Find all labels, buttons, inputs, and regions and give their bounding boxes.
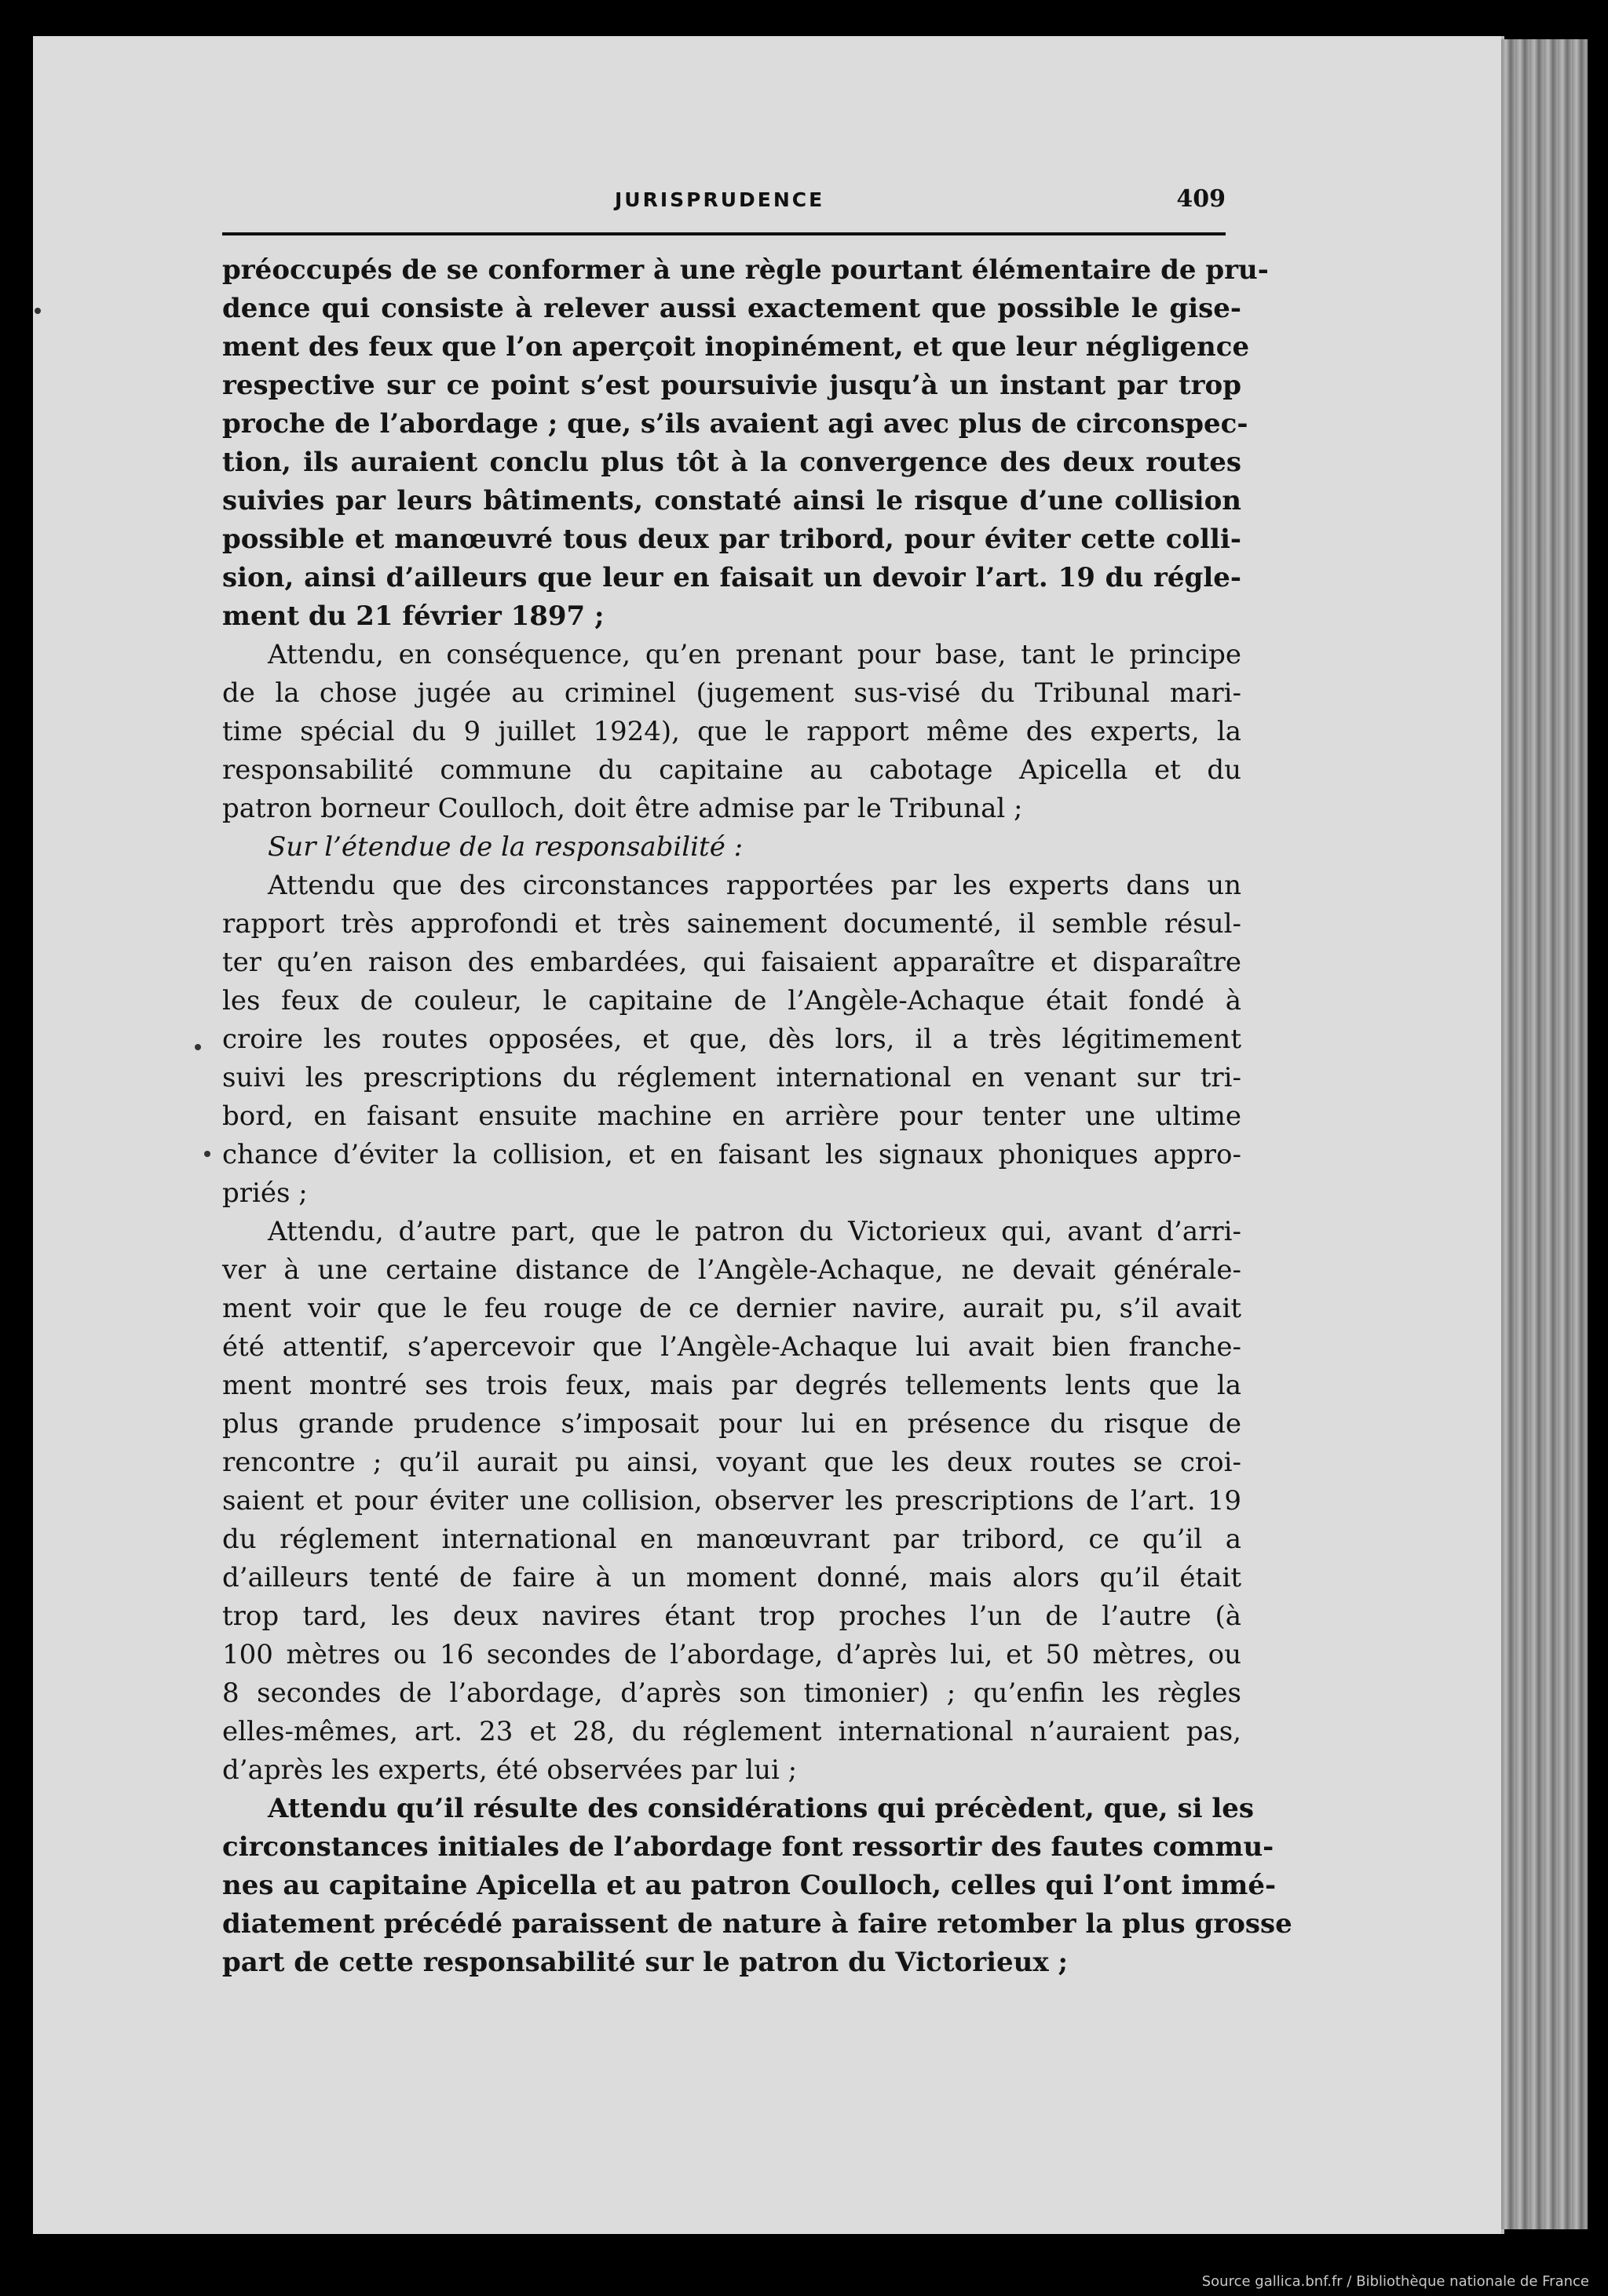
text-line: ver à une certaine distance de l’Angèle-Achaque, ne devait générale- <box>222 1254 1241 1286</box>
text-line: patron borneur Coulloch, doit être admise par le Tribunal ; <box>222 793 1023 824</box>
text-line: 8 secondes de l’abordage, d’après son timonier) ; qu’enfin les règles <box>222 1677 1241 1709</box>
text-line: ment des feux que l’on aperçoit inopinément, et que leur négligence <box>222 331 1250 363</box>
paragraph <box>222 1213 1241 1790</box>
text-line: préoccupés de se conformer à une règle pourtant élémentaire de pru- <box>222 254 1269 286</box>
text-line: Attendu, en conséquence, qu’en prenant pour base, tant le principe <box>268 639 1241 670</box>
text-line: rencontre ; qu’il aurait pu ainsi, voyant que les deux routes se croi- <box>222 1447 1241 1478</box>
text-line: ment du 21 février 1897 ; <box>222 600 605 632</box>
text-line: trop tard, les deux navires étant trop proches l’un de l’autre (à <box>222 1601 1241 1632</box>
text-line: du réglement international en manœuvrant par tribord, ce qu’il a <box>222 1524 1241 1555</box>
text-line: d’ailleurs tenté de faire à un moment donné, mais alors qu’il était <box>222 1562 1241 1593</box>
text-line: nes au capitaine Apicella et au patron Coulloch, celles qui l’ont immé- <box>222 1870 1277 1901</box>
text-line: été attentif, s’apercevoir que l’Angèle-Achaque lui avait bien franche- <box>222 1331 1241 1363</box>
text-line: croire les routes opposées, et que, dès lors, il a très légitimement <box>222 1024 1241 1055</box>
paragraph <box>222 251 1269 636</box>
text-line: rapport très approfondi et très sainement documenté, il semble résul- <box>222 908 1241 940</box>
page-header <box>222 185 1226 235</box>
text-line: respective sur ce point s’est poursuivie jusqu’à un instant par trop <box>222 370 1241 401</box>
text-line: suivi les prescriptions du réglement international en venant sur tri- <box>222 1062 1241 1093</box>
text-line: Attendu que des circonstances rapportées par les experts dans un <box>268 870 1241 901</box>
paragraph <box>222 1790 1292 1982</box>
running-title: JURISPRUDENCE <box>615 188 825 211</box>
scan-speck <box>204 1151 210 1157</box>
section-heading: Sur l’étendue de la responsabilité : <box>268 831 744 863</box>
text-line: chance d’éviter la collision, et en faisant les signaux phoniques appro- <box>222 1139 1241 1170</box>
page-number: 409 <box>1176 185 1226 213</box>
text-line: priés ; <box>222 1177 308 1209</box>
paragraph <box>222 867 1241 1213</box>
text-line: bord, en faisant ensuite machine en arrière pour tenter une ultime <box>222 1101 1241 1132</box>
text-line: les feux de couleur, le capitaine de l’Angèle-Achaque était fondé à <box>222 985 1241 1017</box>
text-line: d’après les experts, été observées par lui ; <box>222 1754 798 1786</box>
page-edge-stack <box>1501 39 1588 2229</box>
text-line: dence qui consiste à relever aussi exactement que possible le gise- <box>222 293 1241 324</box>
text-line: circonstances initiales de l’abordage font ressortir des fautes commu- <box>222 1831 1274 1863</box>
text-line: part de cette responsabilité sur le patron du Victorieux ; <box>222 1947 1069 1978</box>
text-line: saient et pour éviter une collision, observer les prescriptions de l’art. 19 <box>222 1485 1241 1517</box>
text-line: ment montré ses trois feux, mais par degrés tellements lents que la <box>222 1370 1241 1401</box>
source-credit: Source gallica.bnf.fr / Bibliothèque nationale de France <box>1201 2273 1589 2290</box>
scan-speck <box>195 1044 201 1050</box>
text-line: plus grande prudence s’imposait pour lui en présence du risque de <box>222 1408 1241 1440</box>
text-line: suivies par leurs bâtiments, constaté ainsi le risque d’une collision <box>222 485 1241 517</box>
text-line: ter qu’en raison des embardées, qui faisaient apparaître et disparaître <box>222 947 1241 978</box>
text-line: tion, ils auraient conclu plus tôt à la convergence des deux routes <box>222 447 1241 478</box>
text-line: elles-mêmes, art. 23 et 28, du réglement international n’auraient pas, <box>222 1716 1241 1747</box>
text-line: responsabilité commune du capitaine au cabotage Apicella et du <box>222 754 1241 786</box>
text-line: sion, ainsi d’ailleurs que leur en faisait un devoir l’art. 19 du régle- <box>222 562 1241 593</box>
page-body <box>222 251 1292 1982</box>
text-line: proche de l’abordage ; que, s’ils avaient agi avec plus de circonspec- <box>222 408 1248 440</box>
text-line: possible et manœuvré tous deux par tribord, pour éviter cette colli- <box>222 524 1241 555</box>
text-line: 100 mètres ou 16 secondes de l’abordage, d’après lui, et 50 mètres, ou <box>222 1639 1241 1670</box>
text-line: time spécial du 9 juillet 1924), que le rapport même des experts, la <box>222 716 1241 747</box>
text-line: Attendu qu’il résulte des considérations qui précèdent, que, si les <box>268 1793 1255 1824</box>
paragraph <box>222 636 1241 828</box>
text-line: Attendu, d’autre part, que le patron du Victorieux qui, avant d’arri- <box>268 1216 1241 1247</box>
scan-speck <box>35 308 41 314</box>
text-line: de la chose jugée au criminel (jugement sus-visé du Tribunal mari- <box>222 677 1241 709</box>
text-line: diatement précédé paraissent de nature à faire retomber la plus grosse <box>222 1908 1292 1940</box>
text-line: ment voir que le feu rouge de ce dernier navire, aurait pu, s’il avait <box>222 1293 1241 1324</box>
